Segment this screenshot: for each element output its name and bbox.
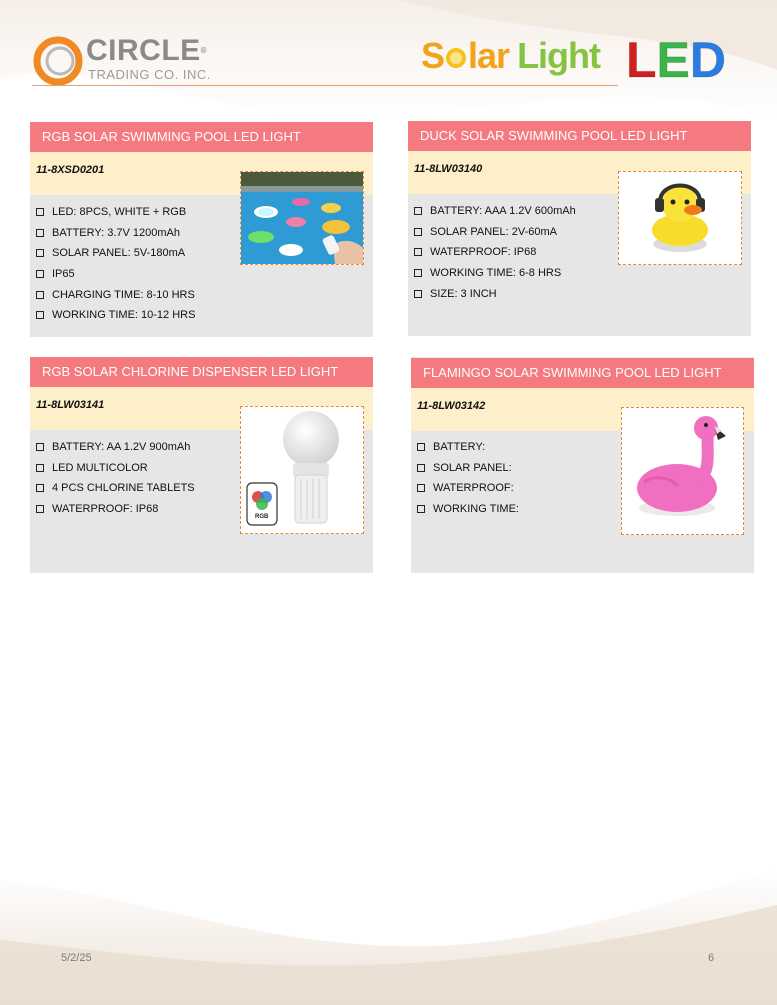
spec-item: SOLAR PANEL: 5V-180mA <box>36 243 195 264</box>
checkbox-icon <box>414 207 422 215</box>
checkbox-icon <box>36 484 44 492</box>
spec-item: SOLAR PANEL: <box>417 458 519 479</box>
product-code: 11-8XSD0201 <box>36 164 105 176</box>
product-card-flamingo-light <box>411 357 754 573</box>
spec-item: WATERPROOF: <box>417 478 519 499</box>
spec-item: BATTERY: 3.7V 1200mAh <box>36 223 195 244</box>
page-number: 6 <box>708 952 715 964</box>
product-card-chlorine-dispenser <box>30 357 373 573</box>
spec-item: SIZE: 3 INCH <box>414 284 576 305</box>
spec-item: WORKING TIME: 6-8 HRS <box>414 263 576 284</box>
card-title: RGB SOLAR CHLORINE DISPENSER LED LIGHT <box>30 357 373 387</box>
spec-item: SOLAR PANEL: 2V-60mA <box>414 222 576 243</box>
spec-item: BATTERY: <box>417 437 519 458</box>
spec-item: LED: 8PCS, WHITE + RGB <box>36 202 195 223</box>
product-photo-frame <box>240 171 364 265</box>
product-card-duck-light <box>408 121 751 336</box>
checkbox-icon <box>36 464 44 472</box>
checkbox-icon <box>36 505 44 513</box>
checkbox-icon <box>36 311 44 319</box>
spec-item: WORKING TIME: 10-12 HRS <box>36 305 195 326</box>
spec-item: WATERPROOF: IP68 <box>36 499 195 520</box>
checkbox-icon <box>36 270 44 278</box>
header-divider <box>32 85 618 86</box>
spec-item: IP65 <box>36 264 195 285</box>
duck-light-photo <box>619 172 741 264</box>
company-name: CIRCLE® <box>86 34 208 67</box>
checkbox-icon <box>414 269 422 277</box>
spec-item: CHARGING TIME: 8-10 HRS <box>36 285 195 306</box>
product-photo-frame <box>618 171 742 265</box>
sun-icon <box>444 46 468 70</box>
spec-item: WATERPROOF: IP68 <box>414 242 576 263</box>
product-photo-frame <box>240 406 364 534</box>
card-title: RGB SOLAR SWIMMING POOL LED LIGHT <box>30 122 373 152</box>
footer-date: 5/2/25 <box>61 952 92 964</box>
checkbox-icon <box>417 464 425 472</box>
checkbox-icon <box>414 248 422 256</box>
rgb-badge-label: RGB <box>255 514 269 520</box>
product-code: 11-8LW03141 <box>36 399 105 411</box>
product-photo-frame <box>621 407 744 535</box>
solar-light-logo: S lar Light <box>421 35 601 76</box>
product-code: 11-8LW03142 <box>417 400 486 412</box>
spec-item: WORKING TIME: <box>417 499 519 520</box>
card-title: FLAMINGO SOLAR SWIMMING POOL LED LIGHT <box>411 358 754 388</box>
circle-logo-icon <box>33 36 83 86</box>
checkbox-icon <box>36 208 44 216</box>
pool-lights-photo <box>241 172 363 264</box>
spec-list <box>36 437 195 520</box>
spec-list <box>36 202 195 326</box>
company-subtitle: TRADING CO. INC. <box>88 67 211 82</box>
flamingo-light-photo <box>622 408 743 534</box>
page-header <box>0 0 777 100</box>
spec-list <box>417 437 519 520</box>
checkbox-icon <box>417 443 425 451</box>
checkbox-icon <box>36 291 44 299</box>
checkbox-icon <box>36 249 44 257</box>
checkbox-icon <box>417 484 425 492</box>
spec-item: LED MULTICOLOR <box>36 458 195 479</box>
product-card-rgb-pool-light <box>30 122 373 337</box>
led-logo: LED <box>626 32 727 88</box>
product-code: 11-8LW03140 <box>414 163 483 175</box>
checkbox-icon <box>414 228 422 236</box>
spec-list <box>414 201 576 304</box>
checkbox-icon <box>414 290 422 298</box>
spec-item: 4 PCS CHLORINE TABLETS <box>36 478 195 499</box>
checkbox-icon <box>36 443 44 451</box>
spec-item: BATTERY: AA 1.2V 900mAh <box>36 437 195 458</box>
checkbox-icon <box>36 229 44 237</box>
spec-item: BATTERY: AAA 1.2V 600mAh <box>414 201 576 222</box>
checkbox-icon <box>417 505 425 513</box>
card-title: DUCK SOLAR SWIMMING POOL LED LIGHT <box>408 121 751 151</box>
